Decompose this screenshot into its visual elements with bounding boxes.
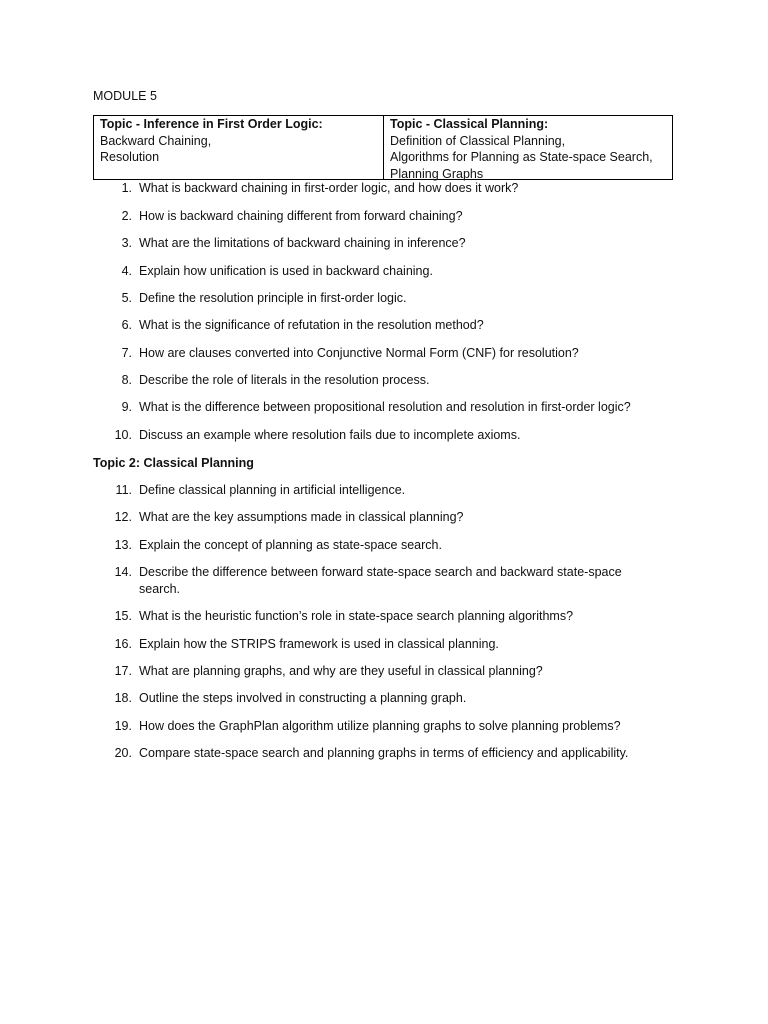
question-text: How is backward chaining different from forward chaining? bbox=[139, 209, 463, 223]
topic-table bbox=[93, 115, 673, 180]
question-text: Explain how unification is used in backward chaining. bbox=[139, 264, 433, 278]
question-number: 11. bbox=[115, 483, 132, 497]
question-number: 2. bbox=[121, 209, 132, 223]
question-text: What are the key assumptions made in classical planning? bbox=[139, 510, 464, 524]
section-heading-classical-planning: Topic 2: Classical Planning bbox=[93, 456, 254, 470]
topic-line: Definition of Classical Planning, bbox=[390, 133, 566, 148]
topic-cell-inference bbox=[94, 116, 384, 179]
question-text: How are clauses converted into Conjunctive Normal Form (CNF) for resolution? bbox=[139, 346, 579, 360]
question-text: Discuss an example where resolution fails due to incomplete axioms. bbox=[139, 428, 521, 442]
topic-line: Backward Chaining, bbox=[100, 133, 212, 148]
question-number: 10. bbox=[114, 428, 132, 442]
question-text: What are planning graphs, and why are they useful in classical planning? bbox=[139, 664, 543, 678]
topic-heading-inference: Topic - Inference in First Order Logic: bbox=[100, 117, 323, 131]
question-text: Describe the difference between forward state-space search and backward state-space search. bbox=[139, 565, 622, 596]
topic-line: Planning Graphs bbox=[390, 166, 484, 181]
question-number: 16. bbox=[114, 637, 132, 651]
question-number: 14. bbox=[114, 565, 132, 579]
question-number: 7. bbox=[121, 346, 132, 360]
topic-line: Algorithms for Planning as State-space Search, bbox=[390, 150, 653, 164]
question-number: 9. bbox=[121, 400, 132, 414]
topic-cell-classical-planning bbox=[384, 116, 672, 179]
question-number: 13. bbox=[114, 538, 132, 552]
question-text: How does the GraphPlan algorithm utilize planning graphs to solve planning problems? bbox=[139, 719, 621, 733]
topic-line: Resolution bbox=[100, 150, 160, 164]
question-text: What is the heuristic function’s role in state-space search planning algorithms? bbox=[139, 609, 574, 623]
question-number: 5. bbox=[121, 291, 132, 305]
question-text: What is the significance of refutation in the resolution method? bbox=[139, 318, 484, 332]
question-number: 20. bbox=[114, 746, 132, 760]
question-text: Compare state-space search and planning graphs in terms of efficiency and applicability. bbox=[139, 746, 629, 760]
question-number: 12. bbox=[114, 510, 132, 524]
question-number: 18. bbox=[114, 691, 132, 705]
question-number: 3. bbox=[121, 236, 132, 250]
module-title: MODULE 5 bbox=[93, 89, 157, 103]
question-number: 17. bbox=[114, 664, 132, 678]
question-text: Explain how the STRIPS framework is used in classical planning. bbox=[139, 637, 499, 651]
question-text: What is backward chaining in first-order logic, and how does it work? bbox=[139, 181, 519, 195]
question-number: 8. bbox=[121, 373, 132, 387]
question-number: 15. bbox=[114, 609, 132, 623]
question-text: Outline the steps involved in constructing a planning graph. bbox=[139, 691, 467, 705]
question-number: 6. bbox=[121, 318, 132, 332]
question-number: 1. bbox=[121, 181, 132, 195]
question-text: Describe the role of literals in the resolution process. bbox=[139, 373, 430, 387]
question-text: What is the difference between propositional resolution and resolution in first-order logic? bbox=[139, 400, 631, 414]
question-number: 19. bbox=[114, 719, 132, 733]
question-text: Define the resolution principle in first-order logic. bbox=[139, 291, 407, 305]
question-text: What are the limitations of backward chaining in inference? bbox=[139, 236, 466, 250]
question-number: 4. bbox=[121, 264, 132, 278]
topic-heading-classical-planning: Topic - Classical Planning: bbox=[390, 117, 549, 131]
question-text: Define classical planning in artificial intelligence. bbox=[139, 483, 406, 497]
question-text: Explain the concept of planning as state-space search. bbox=[139, 538, 442, 552]
